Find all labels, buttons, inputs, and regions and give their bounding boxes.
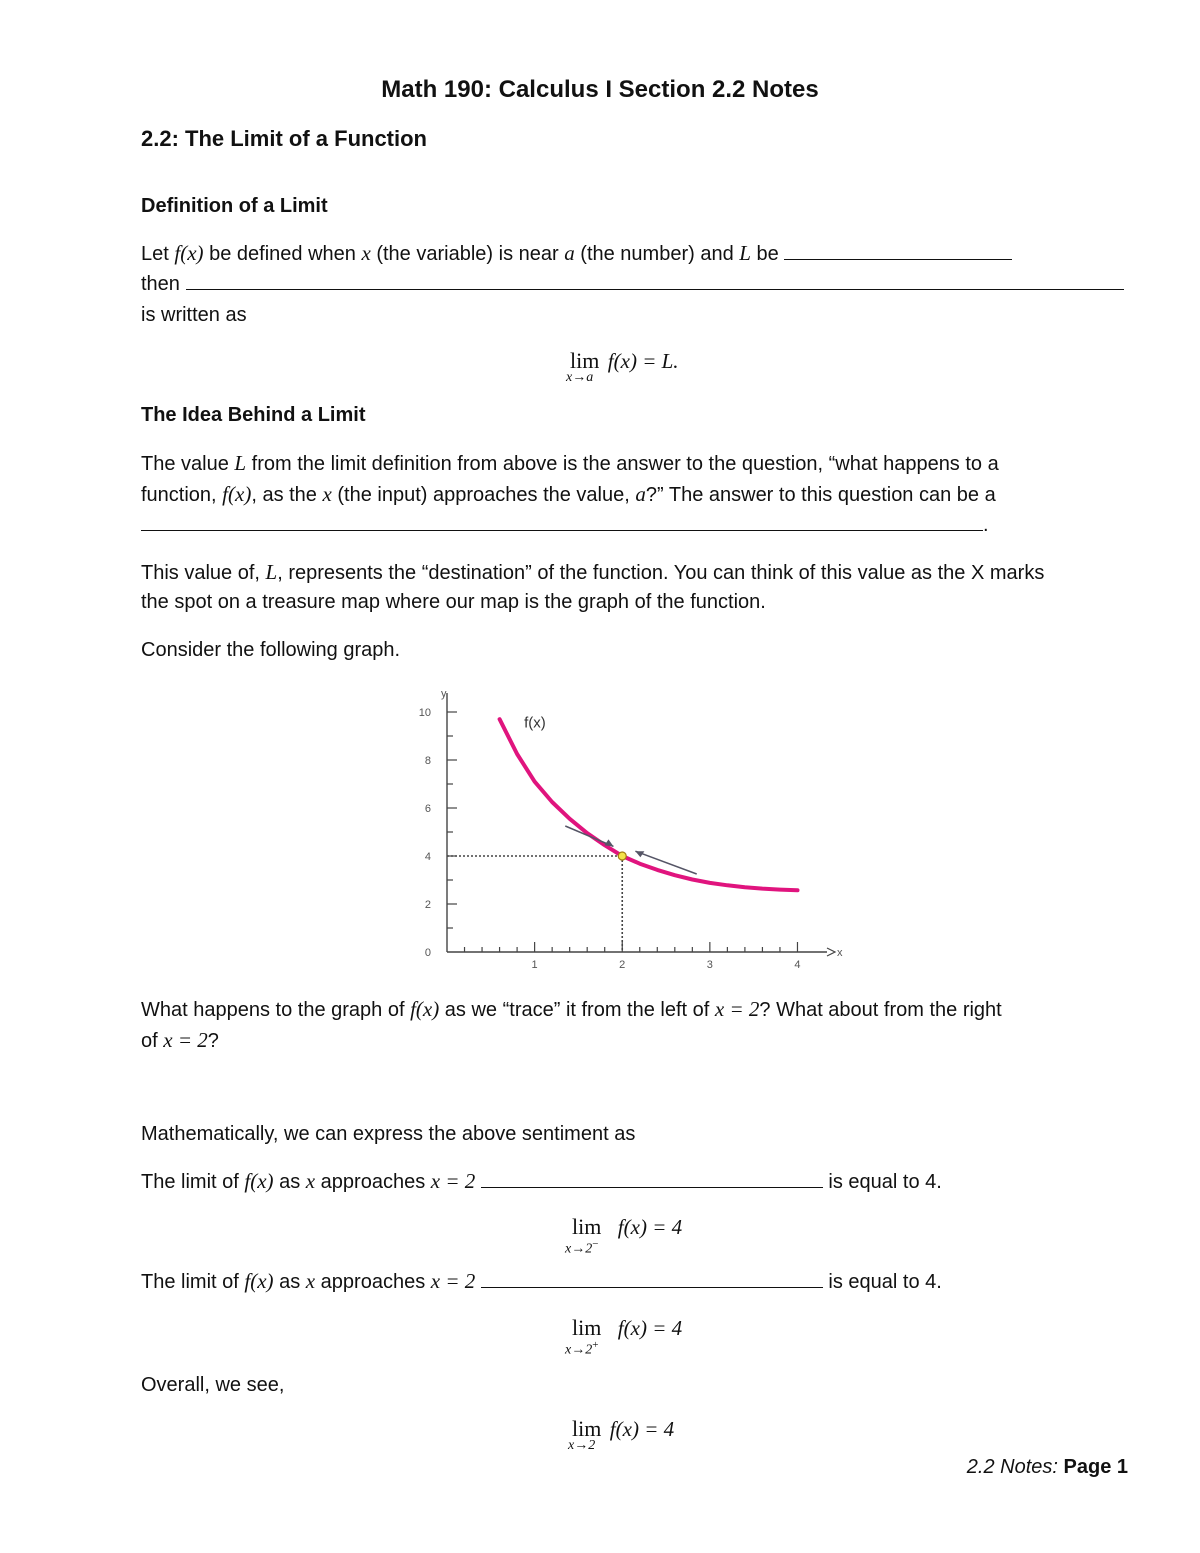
left-limit-expression	[565, 1214, 683, 1257]
lim-word: lim	[570, 348, 600, 373]
math-x-eq-2: x = 2	[163, 1028, 208, 1052]
text: (the variable) is near	[376, 243, 559, 265]
destination-line-2: the spot on a treasure map where our map is the graph of the function.	[141, 591, 766, 613]
function-curve	[500, 719, 798, 890]
x-tick-label: 2	[619, 959, 626, 971]
math-express-text: Mathematically, we can express the above sentiment as	[141, 1123, 636, 1145]
lim-subscript	[565, 1236, 598, 1258]
math-fx: f(x)	[174, 241, 204, 265]
definition-line-1	[141, 238, 1012, 269]
definition-line-3: is written as	[141, 304, 247, 326]
math-x-eq-2: x = 2	[714, 997, 760, 1021]
text: Let	[141, 243, 169, 265]
lim-rhs: f(x) = 4	[609, 1417, 675, 1441]
text: The value	[141, 453, 229, 475]
math-L: L	[234, 451, 247, 475]
math-a: a	[635, 482, 646, 506]
math-x: x	[305, 1169, 316, 1193]
text: from the limit definition from above is the answer to the question, “what happens to a	[251, 453, 999, 475]
graph-labels	[419, 688, 843, 971]
x-tick-label: 3	[706, 959, 713, 971]
text: This value of,	[141, 562, 260, 584]
right-limit-sentence	[141, 1266, 942, 1297]
definition-line-2	[141, 269, 1124, 299]
idea-line-2	[141, 479, 996, 510]
text: approaches	[320, 1171, 426, 1193]
definition-heading: Definition of a Limit	[141, 195, 328, 217]
y-tick-label: 8	[424, 755, 431, 767]
x-axis-arrow	[827, 948, 835, 956]
lim-rhs: f(x) = 4	[617, 1215, 683, 1239]
footer-label: 2.2 Notes:	[966, 1456, 1058, 1478]
consider-text: Consider the following graph.	[141, 639, 401, 661]
lim-word: lim	[572, 1315, 602, 1340]
text: is equal to 4.	[828, 1271, 942, 1293]
lim-rhs: f(x) = 4	[617, 1316, 683, 1340]
text: ?	[207, 1030, 219, 1052]
math-fx: f(x)	[410, 997, 440, 1021]
graph-curve-layer	[500, 719, 798, 890]
math-fx: f(x)	[244, 1269, 274, 1293]
page-footer	[967, 1456, 1128, 1479]
math-fx: f(x)	[244, 1169, 274, 1193]
text: .	[983, 514, 989, 536]
destination-line-1	[141, 557, 1044, 588]
text: The limit of	[141, 1171, 239, 1193]
text: as	[279, 1171, 301, 1193]
text: ?” The answer to this question can be a	[645, 484, 996, 506]
function-graph	[400, 685, 860, 975]
y-tick-label: 6	[424, 803, 431, 815]
text: , represents the “destination” of the function. You can think of this value as the X marks	[277, 562, 1045, 584]
lim-sub-text: x→2	[565, 1342, 593, 1358]
text: approaches	[320, 1271, 426, 1293]
text: as we “trace” it from the left of	[444, 999, 710, 1021]
math-x-eq-2: x = 2	[430, 1269, 476, 1293]
math-a: a	[564, 241, 575, 265]
math-L: L	[265, 560, 278, 584]
text: be defined when	[209, 243, 356, 265]
y-tick-label: 0	[424, 947, 431, 959]
blank-line[interactable]	[784, 239, 1012, 260]
text: ? What about from the right	[759, 999, 1002, 1021]
y-tick-label: 2	[424, 899, 431, 911]
left-limit-sentence	[141, 1166, 942, 1197]
idea-line-1	[141, 448, 999, 479]
blank-line[interactable]	[141, 510, 983, 531]
text: The limit of	[141, 1271, 239, 1293]
blank-line[interactable]	[481, 1267, 823, 1288]
y-axis-label: y	[441, 688, 447, 700]
lim-sub-text: x→2	[565, 1241, 593, 1257]
text: of	[141, 1030, 158, 1052]
graph-guides	[447, 856, 622, 952]
text: (the input) approaches the value,	[337, 484, 630, 506]
section-heading: 2.2: The Limit of a Function	[141, 126, 427, 151]
series-label: f(x)	[524, 714, 546, 732]
trace-question-line-1	[141, 994, 1002, 1025]
text: What happens to the graph of	[141, 999, 405, 1021]
lim-superscript: +	[592, 1339, 599, 1351]
y-tick-label: 4	[424, 851, 431, 863]
limit-expression-definition	[566, 348, 679, 385]
overall-text: Overall, we see,	[141, 1374, 285, 1396]
lim-word: lim	[572, 1416, 602, 1441]
math-x-eq-2: x = 2	[430, 1169, 476, 1193]
x-tick-label: 1	[531, 959, 538, 971]
lim-rhs: f(x) = L.	[607, 349, 679, 373]
lim-subscript	[565, 1337, 598, 1359]
math-x: x	[305, 1269, 316, 1293]
lim-subscript: x→a	[566, 370, 594, 385]
page-title: Math 190: Calculus I Section 2.2 Notes	[381, 76, 819, 103]
blank-line[interactable]	[186, 269, 1124, 290]
lim-superscript: −	[592, 1238, 599, 1250]
math-L: L	[739, 241, 751, 265]
trace-question-line-2	[141, 1025, 219, 1056]
math-fx: f(x)	[222, 482, 252, 506]
lim-subscript: x→2	[568, 1438, 596, 1453]
idea-line-3	[141, 510, 989, 540]
right-limit-expression	[565, 1315, 683, 1358]
math-x: x	[322, 482, 332, 506]
footer-page-number: Page 1	[1063, 1456, 1128, 1478]
x-tick-label: 4	[794, 959, 801, 971]
math-x: x	[361, 241, 371, 265]
y-tick-label: 10	[418, 707, 431, 719]
x-axis-label: x	[837, 947, 843, 959]
text: as	[279, 1271, 301, 1293]
text: (the number) and	[580, 243, 734, 265]
text: then	[141, 273, 180, 295]
idea-heading: The Idea Behind a Limit	[141, 404, 366, 426]
limit-point-marker	[618, 852, 626, 860]
text: , as the	[251, 484, 317, 506]
text: is equal to 4.	[828, 1171, 942, 1193]
text: function,	[141, 484, 217, 506]
blank-line[interactable]	[481, 1167, 823, 1188]
text: be	[756, 243, 779, 265]
overall-limit-expression	[568, 1416, 675, 1453]
lim-word: lim	[572, 1214, 602, 1239]
